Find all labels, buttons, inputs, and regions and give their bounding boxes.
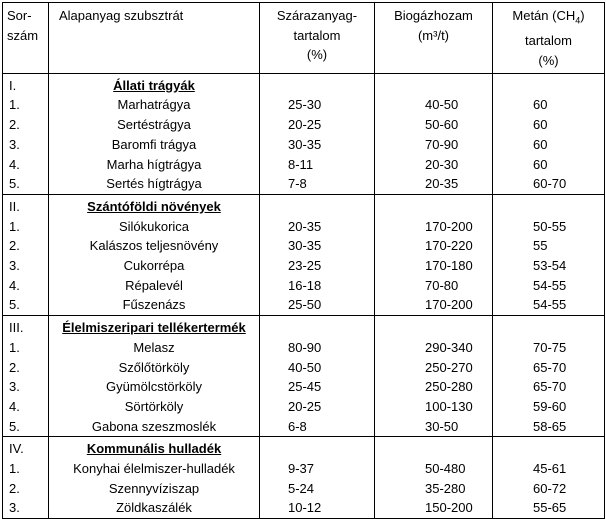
biogas-yield-value: 35-280	[375, 479, 493, 499]
group-header-row	[3, 437, 605, 459]
header-methane-unit: (%)	[538, 53, 559, 68]
table-row	[3, 417, 605, 437]
group-title: Szántóföldi növények	[49, 194, 260, 216]
dry-matter-value: 25-45	[260, 377, 375, 397]
methane-value: 54-55	[493, 276, 605, 296]
row-number: 5.	[3, 174, 49, 194]
biogas-yield-value: 50-480	[375, 459, 493, 479]
table-row	[3, 338, 605, 358]
header-row-number-line2: szám	[7, 27, 39, 43]
table-row	[3, 295, 605, 315]
biogas-yield-value: 100-130	[375, 397, 493, 417]
dry-matter-value: 25-50	[260, 295, 375, 315]
group-header-row	[3, 73, 605, 95]
biogas-yield-value: 40-50	[375, 95, 493, 115]
row-number: 3.	[3, 256, 49, 276]
group-numeral: II.	[3, 194, 49, 216]
biogas-yield-value: 170-180	[375, 256, 493, 276]
table-row	[3, 358, 605, 378]
empty-cell	[375, 316, 493, 338]
group-title: Állati trágyák	[49, 73, 260, 95]
table-row	[3, 174, 605, 194]
methane-value: 58-65	[493, 417, 605, 437]
methane-value: 60	[493, 95, 605, 115]
table-row	[3, 479, 605, 499]
row-number: 1.	[3, 338, 49, 358]
substrate-name: Baromfi trágya	[49, 135, 260, 155]
methane-value: 60	[493, 115, 605, 135]
methane-value: 60	[493, 155, 605, 175]
row-number: 4.	[3, 155, 49, 175]
table-row	[3, 459, 605, 479]
dry-matter-value: 6-8	[260, 417, 375, 437]
empty-cell	[493, 73, 605, 95]
dry-matter-value: 30-35	[260, 236, 375, 256]
header-dry-line1: Szárazanyag-	[276, 8, 358, 23]
biogas-yield-value: 290-340	[375, 338, 493, 358]
substrate-name: Marha hígtrágya	[49, 155, 260, 175]
group-title: Élelmiszeripari tellékertermék	[49, 316, 260, 338]
methane-value: 60	[493, 135, 605, 155]
row-number: 1.	[3, 459, 49, 479]
group-header-row	[3, 316, 605, 338]
row-number: 4.	[3, 276, 49, 296]
dry-matter-value: 20-25	[260, 115, 375, 135]
biogas-yield-value: 170-220	[375, 236, 493, 256]
header-methane-text: Metán (CH	[512, 8, 576, 23]
header-row-number-line1: Sor-	[7, 8, 32, 23]
substrate-name: Sertés hígtrágya	[49, 174, 260, 194]
methane-value: 54-55	[493, 295, 605, 315]
substrate-name: Szőlőtörköly	[49, 358, 260, 378]
methane-value: 60-72	[493, 479, 605, 499]
methane-value: 65-70	[493, 377, 605, 397]
row-number: 2.	[3, 236, 49, 256]
biogas-substrate-table	[2, 2, 605, 519]
group-header-row	[3, 194, 605, 216]
row-number: 2.	[3, 358, 49, 378]
substrate-name: Zöldkaszálék	[49, 498, 260, 518]
row-number: 5.	[3, 295, 49, 315]
dry-matter-value: 5-24	[260, 479, 375, 499]
table-row	[3, 377, 605, 397]
group-numeral: I.	[3, 73, 49, 95]
biogas-yield-value: 250-270	[375, 358, 493, 378]
empty-cell	[260, 437, 375, 459]
biogas-yield-value: 170-200	[375, 295, 493, 315]
biogas-yield-value: 170-200	[375, 217, 493, 237]
methane-value: 60-70	[493, 174, 605, 194]
empty-cell	[375, 194, 493, 216]
dry-matter-value: 10-12	[260, 498, 375, 518]
header-methane-content	[493, 3, 605, 74]
biogas-yield-value: 30-50	[375, 417, 493, 437]
group-numeral: III.	[3, 316, 49, 338]
substrate-name: Sertéstrágya	[49, 115, 260, 135]
table-row	[3, 397, 605, 417]
methane-value: 55-65	[493, 498, 605, 518]
empty-cell	[260, 316, 375, 338]
methane-value: 45-61	[493, 459, 605, 479]
table-row	[3, 155, 605, 175]
biogas-yield-value: 70-90	[375, 135, 493, 155]
table-body	[3, 73, 605, 518]
header-dry-matter	[260, 3, 375, 74]
row-number: 2.	[3, 479, 49, 499]
biogas-yield-value: 20-35	[375, 174, 493, 194]
table-row	[3, 95, 605, 115]
empty-cell	[493, 316, 605, 338]
substrate-name: Sörtörköly	[49, 397, 260, 417]
dry-matter-value: 8-11	[260, 155, 375, 175]
header-biogas-line1: Biogázhozam	[394, 8, 473, 23]
table-row	[3, 256, 605, 276]
methane-value: 53-54	[493, 256, 605, 276]
empty-cell	[260, 73, 375, 95]
dry-matter-value: 25-30	[260, 95, 375, 115]
biogas-yield-value: 50-60	[375, 115, 493, 135]
biogas-yield-value: 70-80	[375, 276, 493, 296]
row-number: 2.	[3, 115, 49, 135]
substrate-name: Kalászos teljesnövény	[49, 236, 260, 256]
header-biogas-yield	[375, 3, 493, 74]
dry-matter-value: 20-35	[260, 217, 375, 237]
header-methane-line2: tartalom	[525, 33, 572, 49]
table-row	[3, 276, 605, 296]
methane-value: 70-75	[493, 338, 605, 358]
substrate-name: Szennyvíziszap	[49, 479, 260, 499]
empty-cell	[260, 194, 375, 216]
substrate-name: Répalevél	[49, 276, 260, 296]
empty-cell	[375, 437, 493, 459]
dry-matter-value: 23-25	[260, 256, 375, 276]
dry-matter-value: 7-8	[260, 174, 375, 194]
dry-matter-value: 20-25	[260, 397, 375, 417]
row-number: 3.	[3, 377, 49, 397]
header-methane-paren: )	[580, 8, 585, 23]
group-title: Kommunális hulladék	[49, 437, 260, 459]
header-dry-unit: (%)	[306, 47, 328, 63]
dry-matter-value: 30-35	[260, 135, 375, 155]
substrate-name: Gabona szeszmoslék	[49, 417, 260, 437]
row-number: 1.	[3, 217, 49, 237]
substrate-name: Fűszenázs	[49, 295, 260, 315]
table-row	[3, 217, 605, 237]
header-methane-subscript: 4	[575, 15, 581, 26]
row-number: 4.	[3, 397, 49, 417]
biogas-yield-value: 250-280	[375, 377, 493, 397]
substrate-name: Silókukorica	[49, 217, 260, 237]
empty-cell	[493, 437, 605, 459]
dry-matter-value: 9-37	[260, 459, 375, 479]
methane-value: 59-60	[493, 397, 605, 417]
header-dry-line2: tartalom	[293, 27, 341, 43]
header-methane-line1	[497, 6, 600, 31]
biogas-yield-value: 20-30	[375, 155, 493, 175]
table-row	[3, 236, 605, 256]
substrate-name: Melasz	[49, 338, 260, 358]
table-row	[3, 135, 605, 155]
header-substrate: Alapanyag szubsztrát	[49, 3, 260, 74]
dry-matter-value: 40-50	[260, 358, 375, 378]
dry-matter-value: 16-18	[260, 276, 375, 296]
row-number: 1.	[3, 95, 49, 115]
row-number: 3.	[3, 135, 49, 155]
dry-matter-value: 80-90	[260, 338, 375, 358]
substrate-name: Gyümölcstörköly	[49, 377, 260, 397]
methane-value: 50-55	[493, 217, 605, 237]
row-number: 5.	[3, 417, 49, 437]
group-numeral: IV.	[3, 437, 49, 459]
substrate-name: Marhatrágya	[49, 95, 260, 115]
header-biogas-unit: (m³/t)	[417, 27, 450, 43]
biogas-yield-value: 150-200	[375, 498, 493, 518]
substrate-name: Cukorrépa	[49, 256, 260, 276]
methane-value: 55	[493, 236, 605, 256]
header-row-number	[3, 3, 49, 74]
empty-cell	[493, 194, 605, 216]
row-number: 3.	[3, 498, 49, 518]
table-header	[3, 3, 605, 74]
empty-cell	[375, 73, 493, 95]
methane-value: 65-70	[493, 358, 605, 378]
substrate-name: Konyhai élelmiszer-hulladék	[49, 459, 260, 479]
table-row	[3, 115, 605, 135]
